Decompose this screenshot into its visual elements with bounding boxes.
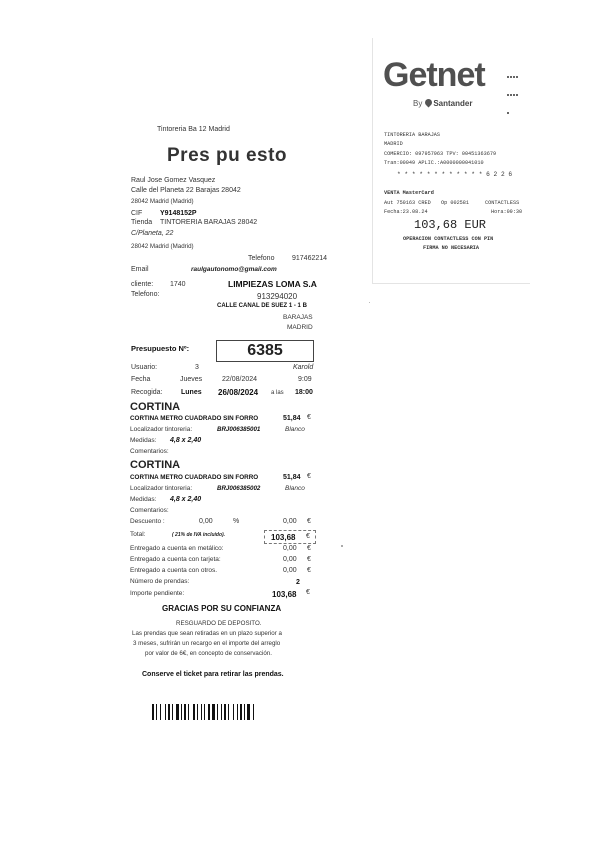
descuento-value: 0,00 [283,518,297,525]
receipt-title: Pres pu esto [167,145,288,166]
total-value: 103,68 [271,533,296,542]
telefono-value: 917462214 [292,255,328,262]
prendas-label: Número de prendas: [130,578,190,585]
operation-number: Op 002581 [441,200,470,206]
recogida-time: 18:00 [295,389,313,396]
presupuesto-number: 6385 [247,342,283,359]
company-district: BARAJAS [283,314,313,321]
item-locator-value: BRJ006385001 [217,426,261,433]
policy-line: 3 meses, sufrirán un recargo en el importe del arreglo [133,640,281,647]
item-medidas-value: 4,8 x 2,40 [170,437,202,444]
telefono-label: Telefono [248,255,275,262]
client-address: Calle del Planeta 22 Barajas 28042 [131,187,241,194]
email-label: Email [131,266,149,273]
euro-sign: € [306,589,310,596]
cliente-label: cliente: [131,281,154,288]
euro-sign: € [307,518,311,525]
iva-note: ( 21% de IVA incluido). [172,532,226,538]
fecha-time: 9:09 [298,376,312,383]
metalico-label: Entregado a cuenta en metálico: [130,545,224,552]
total-label: Total: [130,531,146,538]
company-city: MADRID [287,324,313,331]
otros-label: Entregado a cuenta con otros. [130,567,218,574]
usuario-name: Karold [293,364,314,371]
item-currency: € [307,414,311,421]
conserve-ticket-note: Conserve el ticket para retirar las prendas. [142,671,284,678]
otros-value: 0,00 [283,567,297,574]
client-city: 28042 Madrid (Madrid) [131,198,194,205]
slip-date: Fecha:23.08.24 [384,209,428,215]
company-phone: 913294020 [257,292,298,301]
cif-value: Y9148152P [160,210,197,217]
item-color: Blanco [285,426,305,433]
scan-speck [341,545,343,547]
euro-sign: € [307,556,311,563]
pendiente-label: Importe pendiente: [130,590,185,597]
item-currency: € [307,473,311,480]
contactless-label: CONTACTLESS [485,200,520,206]
company-name: LIMPIEZAS LOMA S.A [228,279,317,289]
sale-type: VENTA MasterCard [384,190,434,196]
email-value: raulgautonomo@gmail.com [191,266,277,273]
slip-line: COMERCIO: 097957963 TPV: 00451363679 [384,151,497,157]
resguardo-label: RESGUARDO DE DEPOSITO. [176,620,262,627]
pendiente-value: 103,68 [272,590,297,599]
slip-line: TINTORERIA BARAJAS [384,132,441,138]
tienda-value: TINTORERIA BARAJAS 28042 [160,219,258,226]
slip-time: Hora:09:30 [491,209,523,215]
item-price: 51,84 [283,474,301,481]
item-medidas-value: 4,8 x 2,40 [170,496,202,503]
company-street: CALLE CANAL DE SUEZ 1 - 1 B [217,303,307,309]
item-comentarios-label: Comentarios: [130,507,169,514]
scan-speck [369,302,370,303]
getnet-logo: Getnet [383,56,485,94]
getnet-dots-icon [507,66,519,76]
item-locator-label: Localizador tintoreria: [130,426,193,433]
item-comentarios-label: Comentarios: [130,448,169,455]
auth-code: Aut 750163 CRED [384,200,431,206]
recogida-date: 26/08/2024 [218,388,259,397]
fecha-day: Jueves [180,376,203,383]
slip-line: MADRID [384,141,403,147]
item-price: 51,84 [283,415,301,422]
descuento-pct: 0,00 [199,518,213,525]
fecha-label: Fecha [131,376,151,383]
tienda-label: Tienda [131,219,153,226]
presupuesto-number-box [216,340,314,362]
item-medidas-label: Medidas: [130,496,157,503]
metalico-value: 0,00 [283,545,297,552]
item-heading: CORTINA [130,459,181,471]
item-color: Blanco [285,485,305,492]
presupuesto-label: Presupuesto Nº: [131,344,190,353]
item-locator-label: Localizador tintoreria: [130,485,193,492]
usuario-value: 3 [195,364,199,371]
receipt-barcode [152,704,299,720]
euro-sign: € [307,567,311,574]
descuento-label: Descuento : [130,518,165,525]
euro-sign: € [307,545,311,552]
thanks-message: GRACIAS POR SU CONFIANZA [162,604,282,613]
item-locator-value: BRJ006385002 [217,485,261,492]
usuario-label: Usuario: [131,364,158,371]
telefono2-label: Telefono: [131,291,160,298]
recogida-label: Recogida: [131,389,163,396]
item-heading: CORTINA [130,401,181,413]
policy-line: por valor de 6€, en concepto de conservación. [145,650,272,657]
policy-line: Las prendas que sean retiradas en un plazo superior a [132,630,282,637]
fecha-date: 22/08/2024 [222,376,258,383]
pct-sign: % [233,518,240,525]
prendas-value: 2 [296,579,300,586]
item-medidas-label: Medidas: [130,437,157,444]
recogida-day: Lunes [181,389,202,396]
cif-label: CIF [131,210,143,217]
receipt-header: Tintoreria Ba 12 Madrid [157,126,230,133]
cliente-value: 1740 [170,281,186,288]
euro-sign: € [306,533,310,540]
shop-city: 28042 Madrid (Madrid) [131,243,194,250]
shop-street: C/Planeta, 22 [131,230,174,237]
item-description: CORTINA METRO CUADRADO SIN FORRO [130,474,259,481]
slip-note: OPERACION CONTACTLESS CON PIN [403,236,494,242]
card-mask: * * * * * * * * * * * * 6 2 2 6 [397,171,513,178]
tarjeta-value: 0,00 [283,556,297,563]
santander-byline: By Santander [413,99,473,108]
recogida-sep: a las [271,390,284,396]
card-payment-slip [372,38,530,284]
slip-line: Tran:00049 APLIC.:A0000000041010 [384,160,484,166]
tarjeta-label: Entregado a cuenta con tarjeta: [130,556,221,563]
client-name: Raul Jose Gomez Vasquez [131,177,216,184]
slip-amount: 103,68 EUR [414,218,487,232]
slip-note: FIRMA NO NECESARIA [423,245,480,251]
item-description: CORTINA METRO CUADRADO SIN FORRO [130,415,259,422]
